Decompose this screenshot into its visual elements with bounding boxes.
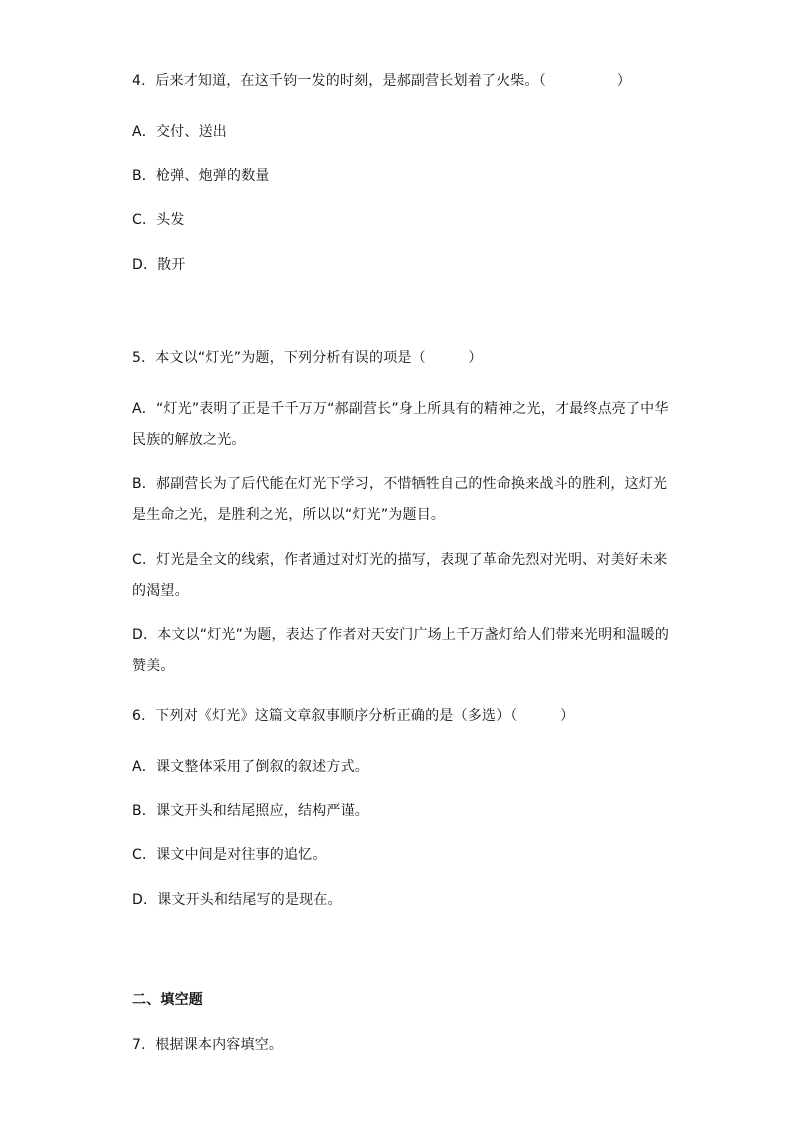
question-6-option-d: D．课文开头和结尾写的是现在。 [132, 892, 342, 908]
question-4-option-d: D．散开 [132, 257, 186, 273]
question-4-option-c: C．头发 [132, 212, 185, 228]
question-5-option-c: C．灯光是全文的线索，作者通过对灯光的描写，表现了革命先烈对光明、对美好未来的渴望。 [132, 552, 668, 599]
question-4-option-a: A．交付、送出 [132, 124, 227, 140]
question-6-option-b: B．课文开头和结尾照应，结构严谨。 [132, 803, 370, 819]
question-6-option-c: C．课文中间是对往事的追忆。 [132, 847, 327, 863]
question-5-option-a: A．“灯光”表明了正是千千万万“郝副营长”身上所具有的精神之光，才最终点亮了中华民族的解放之光。 [132, 401, 669, 448]
question-5-option-b: B．郝副营长为了后代能在灯光下学习，不惜牺牲自己的性命换来战斗的胜利，这灯光是生命之光，是胜利之光，所以以“灯光”为题目。 [132, 476, 668, 523]
question-7-stem: 7．根据课本内容填空。 [132, 1037, 284, 1053]
question-6-stem: 6．下列对《灯光》这篇文章叙事顺序分析正确的是（多选）（ ） [132, 708, 575, 724]
question-4-option-b: B．枪弹、炮弹的数量 [132, 168, 270, 184]
question-5-stem: 5．本文以“灯光”为题，下列分析有误的项是（ ） [132, 350, 483, 366]
question-6-option-a: A．课文整体采用了倒叙的叙述方式。 [132, 759, 369, 775]
question-5-option-d: D．本文以“灯光”为题，表达了作者对天安门广场上千万盏灯给人们带来光明和温暖的赞美。 [132, 627, 670, 674]
question-4-stem: 4．后来才知道，在这千钧一发的时刻，是郝副营长划着了火柴。（ ） [132, 73, 632, 89]
section-2-title: 二、填空题 [132, 992, 203, 1008]
